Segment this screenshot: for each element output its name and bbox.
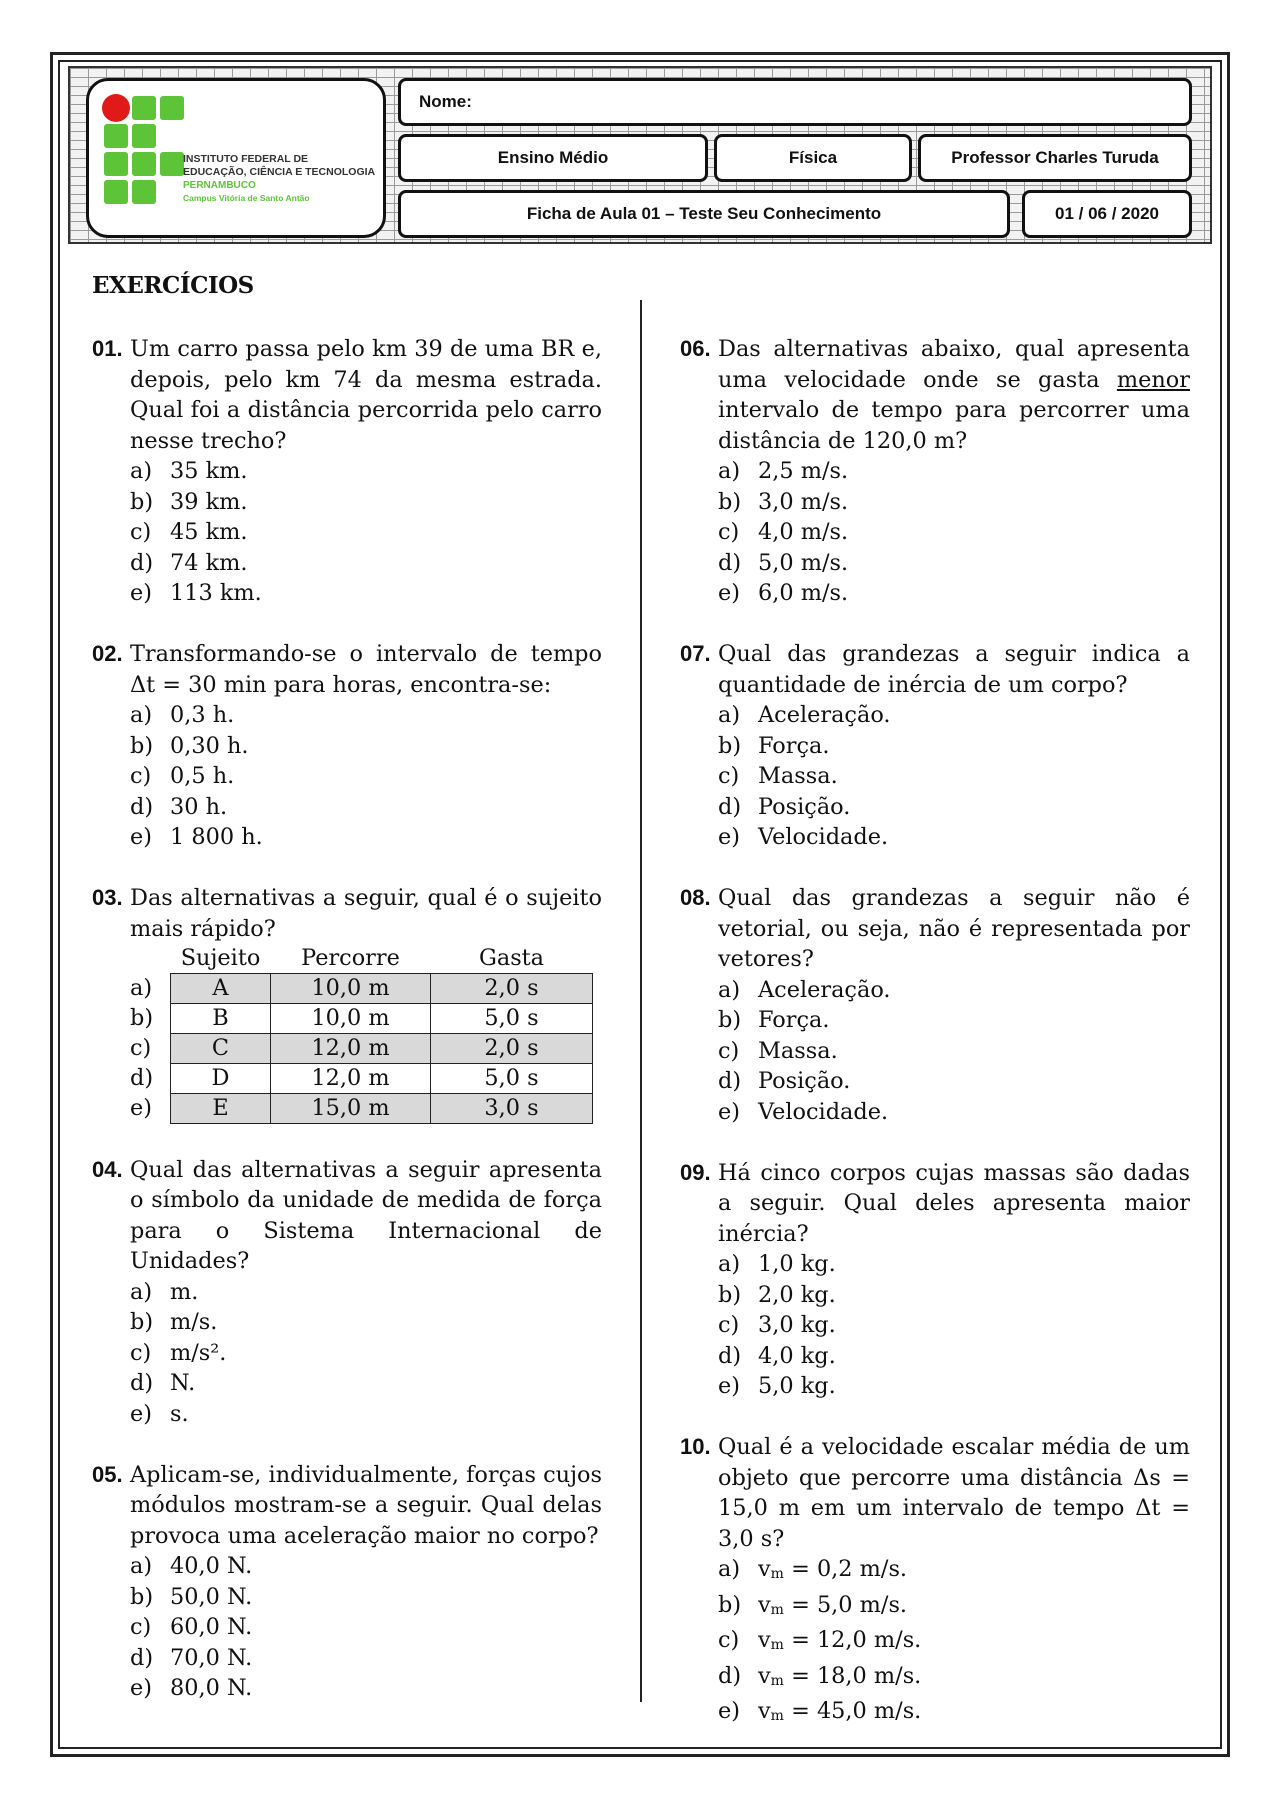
option-text: = 0,2 m/s. <box>791 1556 908 1582</box>
option-text: 113 km. <box>170 580 262 606</box>
option-letter: b) <box>130 732 154 759</box>
option-letter: d) <box>718 1662 742 1689</box>
option-a[interactable] <box>718 700 1190 731</box>
option-d[interactable] <box>130 548 602 579</box>
column-header: Gasta <box>478 945 545 971</box>
logo-line-2: EDUCAÇÃO, CIÊNCIA E TECNOLOGIA <box>183 166 376 178</box>
table-cell: 5,0 s <box>431 1064 593 1094</box>
option-e[interactable] <box>718 1696 1190 1732</box>
vm-subscript: m <box>770 1566 784 1582</box>
option-text: = 5,0 m/s. <box>791 1591 908 1618</box>
option-e[interactable] <box>130 1399 602 1430</box>
option-a[interactable] <box>130 700 602 731</box>
option-letter: d) <box>130 1644 154 1671</box>
option-letter: d) <box>130 1065 154 1091</box>
option-b[interactable] <box>130 487 602 518</box>
question-text: Qual é a velocidade escalar média de um objeto que percorre uma distância Δs = 15,0 m em um intervalo de tempo Δt = 3,0 s? <box>718 1434 1190 1552</box>
option-text: 30 h. <box>170 793 228 820</box>
option-letter: c) <box>130 1339 152 1366</box>
question-text: Qual das grandezas a seguir não é vetorial, ou seja, não é representada por vetores? <box>718 885 1190 972</box>
option-text: 5,0 kg. <box>758 1373 836 1399</box>
question-text: Qual das grandezas a seguir indica a quantidade de inércia de um corpo? <box>718 641 1190 698</box>
option-letter: c) <box>718 1627 740 1653</box>
option-letter: a) <box>718 1251 741 1277</box>
option-letter: d) <box>718 549 742 576</box>
question-01 <box>92 334 602 609</box>
option-d[interactable] <box>718 1066 1190 1097</box>
question-number: 09. <box>680 1159 711 1185</box>
date-label: 01 / 06 / 2020 <box>1055 204 1159 223</box>
option-b[interactable] <box>718 1280 1190 1311</box>
vm-letter: v <box>758 1591 771 1618</box>
option-e[interactable] <box>718 1097 1190 1128</box>
right-column <box>680 334 1190 1762</box>
section-title: EXERCÍCIOS <box>92 272 254 299</box>
option-letter: b) <box>718 1281 742 1308</box>
option-text: Força. <box>758 1007 830 1033</box>
option-letter: e) <box>130 1675 152 1701</box>
table-row[interactable] <box>130 974 593 1004</box>
table-cell: 10,0 m <box>271 1004 431 1034</box>
option-text: = 18,0 m/s. <box>791 1662 922 1689</box>
table-cell: A <box>171 974 271 1004</box>
option-letter: e) <box>130 580 152 606</box>
option-letter: c) <box>130 1035 152 1061</box>
option-letter: b) <box>718 1591 742 1618</box>
option-text: 3,0 kg. <box>758 1312 836 1338</box>
vm-subscript: m <box>770 1637 784 1653</box>
option-text: 50,0 N. <box>170 1583 253 1610</box>
table-cell: 5,0 s <box>431 1004 593 1034</box>
question-text <box>718 334 1190 456</box>
option-d[interactable] <box>130 792 602 823</box>
vm-subscript: m <box>770 1672 784 1689</box>
subject-label: Física <box>788 148 838 167</box>
option-text: 0,30 h. <box>170 732 249 759</box>
option-e[interactable] <box>130 578 602 609</box>
vm-symbol <box>758 1554 784 1590</box>
logo-line-4: Campus Vitória de Santo Antão <box>183 193 310 203</box>
option-letter: d) <box>718 1342 742 1369</box>
teacher-label: Professor Charles Turuda <box>951 148 1159 167</box>
option-letter: b) <box>718 1007 742 1033</box>
question-number: 03. <box>92 885 123 910</box>
option-text: = 45,0 m/s. <box>791 1698 922 1724</box>
table-row[interactable] <box>130 1034 593 1064</box>
option-text: 2,5 m/s. <box>758 458 849 484</box>
option-text: 39 km. <box>170 488 248 515</box>
teacher-box <box>918 134 1192 182</box>
vm-letter: v <box>758 1662 771 1689</box>
vm-subscript: m <box>770 1601 784 1618</box>
option-letter: a) <box>718 702 741 728</box>
option-letter: e) <box>718 1698 740 1724</box>
option-letter: b) <box>130 488 154 515</box>
table-cell: 2,0 s <box>431 1034 593 1064</box>
option-c[interactable] <box>718 517 1190 548</box>
option-b[interactable] <box>130 1582 602 1613</box>
option-letter: a) <box>130 1553 153 1579</box>
option-b[interactable] <box>718 487 1190 518</box>
question-text: Qual das alternativas a seguir apresenta o símbolo da unidade de medida de força para o Sistema Internacional de Unidades? <box>130 1156 602 1274</box>
table-row[interactable] <box>130 1064 593 1094</box>
table-cell: E <box>171 1094 271 1124</box>
option-a[interactable] <box>718 456 1190 487</box>
option-letter: a) <box>718 458 741 484</box>
option-letter: a) <box>718 976 741 1003</box>
option-d[interactable] <box>130 1643 602 1674</box>
option-letter: e) <box>718 1373 740 1399</box>
option-text: 1 800 h. <box>170 824 263 850</box>
option-c[interactable] <box>718 1036 1190 1067</box>
option-a[interactable] <box>130 456 602 487</box>
option-text: Força. <box>758 732 830 759</box>
column-divider <box>640 300 642 1702</box>
question-09 <box>680 1158 1190 1402</box>
underlined-word: menor <box>1116 366 1190 393</box>
option-c[interactable] <box>130 517 602 548</box>
option-c[interactable] <box>718 1625 1190 1661</box>
option-text: Aceleração. <box>758 976 891 1003</box>
institution-logo <box>86 78 386 238</box>
option-letter: e) <box>130 1095 152 1121</box>
option-letter: e) <box>130 824 152 850</box>
option-c[interactable] <box>718 1310 1190 1341</box>
option-text: 35 km. <box>170 458 248 484</box>
table-cell: C <box>171 1034 271 1064</box>
question-number: 02. <box>92 641 123 666</box>
table-cell: 15,0 m <box>271 1094 431 1124</box>
option-letter: a) <box>130 975 153 1001</box>
column-header: Sujeito <box>180 945 261 971</box>
vm-symbol <box>758 1590 784 1626</box>
vm-subscript: m <box>770 1708 784 1724</box>
table-cell: 12,0 m <box>271 1034 431 1064</box>
option-d[interactable] <box>130 1368 602 1399</box>
option-b[interactable] <box>718 1005 1190 1036</box>
table-cell: 2,0 s <box>431 974 593 1004</box>
column-header: Percorre <box>301 945 400 971</box>
option-d[interactable] <box>718 548 1190 579</box>
option-letter: b) <box>130 1005 154 1031</box>
option-letter: b) <box>130 1309 154 1335</box>
question-text: Das alternativas a seguir, qual é o sujeito mais rápido? <box>130 885 602 942</box>
option-e[interactable] <box>130 822 602 853</box>
option-text: 0,5 h. <box>170 763 235 789</box>
option-letter: c) <box>130 519 152 545</box>
option-text: 6,0 m/s. <box>758 580 849 606</box>
vm-symbol <box>758 1625 784 1661</box>
question-02 <box>92 639 602 853</box>
option-letter: e) <box>718 1098 740 1125</box>
question-number: 08. <box>680 885 711 910</box>
option-text: 40,0 N. <box>170 1553 253 1579</box>
option-letter: a) <box>130 458 153 484</box>
level-box <box>398 134 708 182</box>
option-letter: d) <box>130 1370 154 1396</box>
question-text: Há cinco corpos cujas massas são dadas a seguir. Qual deles apresenta maior inércia? <box>718 1159 1190 1247</box>
option-e[interactable] <box>130 1673 602 1704</box>
question-03 <box>92 883 602 1124</box>
option-letter: c) <box>718 1037 740 1064</box>
vm-letter: v <box>758 1627 771 1653</box>
option-text: Massa. <box>758 763 838 789</box>
question-number: 10. <box>680 1434 711 1459</box>
option-text: 3,0 m/s. <box>758 488 849 515</box>
option-text: Posição. <box>758 1068 851 1094</box>
option-text: 70,0 N. <box>170 1644 253 1671</box>
question-text: Um carro passa pelo km 39 de uma BR e, depois, pelo km 74 da mesma estrada. Qual foi a distância percorrida pelo carro nesse trecho? <box>130 336 602 454</box>
table-cell: B <box>171 1004 271 1034</box>
option-text: 4,0 kg. <box>758 1342 836 1369</box>
left-column <box>92 334 602 1734</box>
option-c[interactable] <box>130 1338 602 1369</box>
option-text: Aceleração. <box>758 702 891 728</box>
sheet-title-box <box>398 190 1010 238</box>
table-cell: 3,0 s <box>431 1094 593 1124</box>
option-text: 45 km. <box>170 519 248 545</box>
sheet-title: Ficha de Aula 01 – Teste Seu Conhecimento <box>526 204 882 223</box>
vm-letter: v <box>758 1556 771 1582</box>
option-text: Velocidade. <box>758 1098 889 1125</box>
option-letter: a) <box>718 1556 741 1582</box>
table-row[interactable] <box>130 1094 593 1124</box>
option-text: 0,3 h. <box>170 702 235 728</box>
option-b[interactable] <box>130 731 602 762</box>
option-letter: a) <box>130 1278 153 1305</box>
option-letter: c) <box>718 519 740 545</box>
question-number: 06. <box>680 336 711 361</box>
level-label: Ensino Médio <box>497 148 609 167</box>
option-e[interactable] <box>718 578 1190 609</box>
option-e[interactable] <box>718 822 1190 853</box>
question-text: Transformando-se o intervalo de tempo Δt = 30 min para horas, encontra-se: <box>130 641 602 698</box>
option-text: 1,0 kg. <box>758 1251 836 1277</box>
option-text: 80,0 N. <box>170 1675 253 1701</box>
table-header-row <box>130 944 593 974</box>
option-a[interactable] <box>718 1554 1190 1590</box>
option-letter: b) <box>718 732 742 759</box>
option-text: Massa. <box>758 1037 838 1064</box>
option-c[interactable] <box>130 1612 602 1643</box>
option-a[interactable] <box>130 1277 602 1308</box>
date-box <box>1022 190 1192 238</box>
option-text: N. <box>170 1370 196 1396</box>
option-text: m/s². <box>170 1339 227 1366</box>
question-04 <box>92 1155 602 1430</box>
question-10 <box>680 1432 1190 1732</box>
option-b[interactable] <box>718 1590 1190 1626</box>
logo-mark <box>104 96 174 200</box>
option-letter: c) <box>718 1312 740 1338</box>
option-d[interactable] <box>718 1341 1190 1372</box>
question-05 <box>92 1460 602 1704</box>
question-08 <box>680 883 1190 1127</box>
option-text: Velocidade. <box>758 824 889 850</box>
option-a[interactable] <box>718 1249 1190 1280</box>
option-letter: a) <box>130 702 153 728</box>
logo-red-dot <box>102 94 130 122</box>
option-letter: d) <box>718 793 742 820</box>
option-a[interactable] <box>718 975 1190 1006</box>
option-text: 74 km. <box>170 549 248 576</box>
option-d[interactable] <box>718 1661 1190 1697</box>
question-text-part: intervalo de tempo para percorrer uma distância de 120,0 m? <box>718 397 1190 454</box>
question-07 <box>680 639 1190 853</box>
option-c[interactable] <box>130 761 602 792</box>
subject-box <box>714 134 912 182</box>
option-letter: d) <box>130 793 154 820</box>
option-text: = 12,0 m/s. <box>791 1627 922 1653</box>
question-number: 01. <box>92 336 123 361</box>
option-letter: d) <box>130 549 154 576</box>
option-b[interactable] <box>130 1307 602 1338</box>
option-letter: e) <box>130 1400 152 1427</box>
option-text: 60,0 N. <box>170 1614 253 1640</box>
table-cell: 12,0 m <box>271 1064 431 1094</box>
option-d[interactable] <box>718 792 1190 823</box>
option-a[interactable] <box>130 1551 602 1582</box>
option-letter: e) <box>718 824 740 850</box>
question-text: Aplicam-se, individualmente, forças cujos módulos mostram-se a seguir. Qual delas provoca uma aceleração maior no corpo? <box>130 1461 602 1549</box>
option-text: 2,0 kg. <box>758 1281 836 1308</box>
option-text: 4,0 m/s. <box>758 519 849 545</box>
option-text: m. <box>170 1278 199 1305</box>
speed-table <box>130 944 593 1124</box>
option-text: Posição. <box>758 793 851 820</box>
option-letter: b) <box>718 488 742 515</box>
option-e[interactable] <box>718 1371 1190 1402</box>
option-text: m/s. <box>170 1309 218 1335</box>
question-text-part: Das alternativas abaixo, qual apresenta uma velocidade onde se gasta <box>718 336 1190 393</box>
question-06 <box>680 334 1190 609</box>
table-row[interactable] <box>130 1004 593 1034</box>
option-text: s. <box>170 1400 189 1427</box>
option-letter: d) <box>718 1068 742 1094</box>
option-c[interactable] <box>718 761 1190 792</box>
option-letter: b) <box>130 1583 154 1610</box>
table-cell: D <box>171 1064 271 1094</box>
option-letter: e) <box>718 580 740 606</box>
vm-letter: v <box>758 1698 771 1724</box>
logo-text <box>183 153 375 205</box>
name-label: Nome: <box>419 92 472 111</box>
option-letter: c) <box>130 1614 152 1640</box>
logo-line-3: PERNAMBUCO <box>183 180 256 191</box>
question-number: 05. <box>92 1461 123 1487</box>
logo-line-1: INSTITUTO FEDERAL DE <box>183 153 309 165</box>
option-letter: c) <box>718 763 740 789</box>
name-field[interactable] <box>398 78 1192 126</box>
vm-symbol <box>758 1696 784 1732</box>
table-cell: 10,0 m <box>271 974 431 1004</box>
question-number: 07. <box>680 641 711 666</box>
question-number: 04. <box>92 1156 123 1182</box>
vm-symbol <box>758 1661 784 1697</box>
option-text: 5,0 m/s. <box>758 549 849 576</box>
option-b[interactable] <box>718 731 1190 762</box>
option-letter: c) <box>130 763 152 789</box>
